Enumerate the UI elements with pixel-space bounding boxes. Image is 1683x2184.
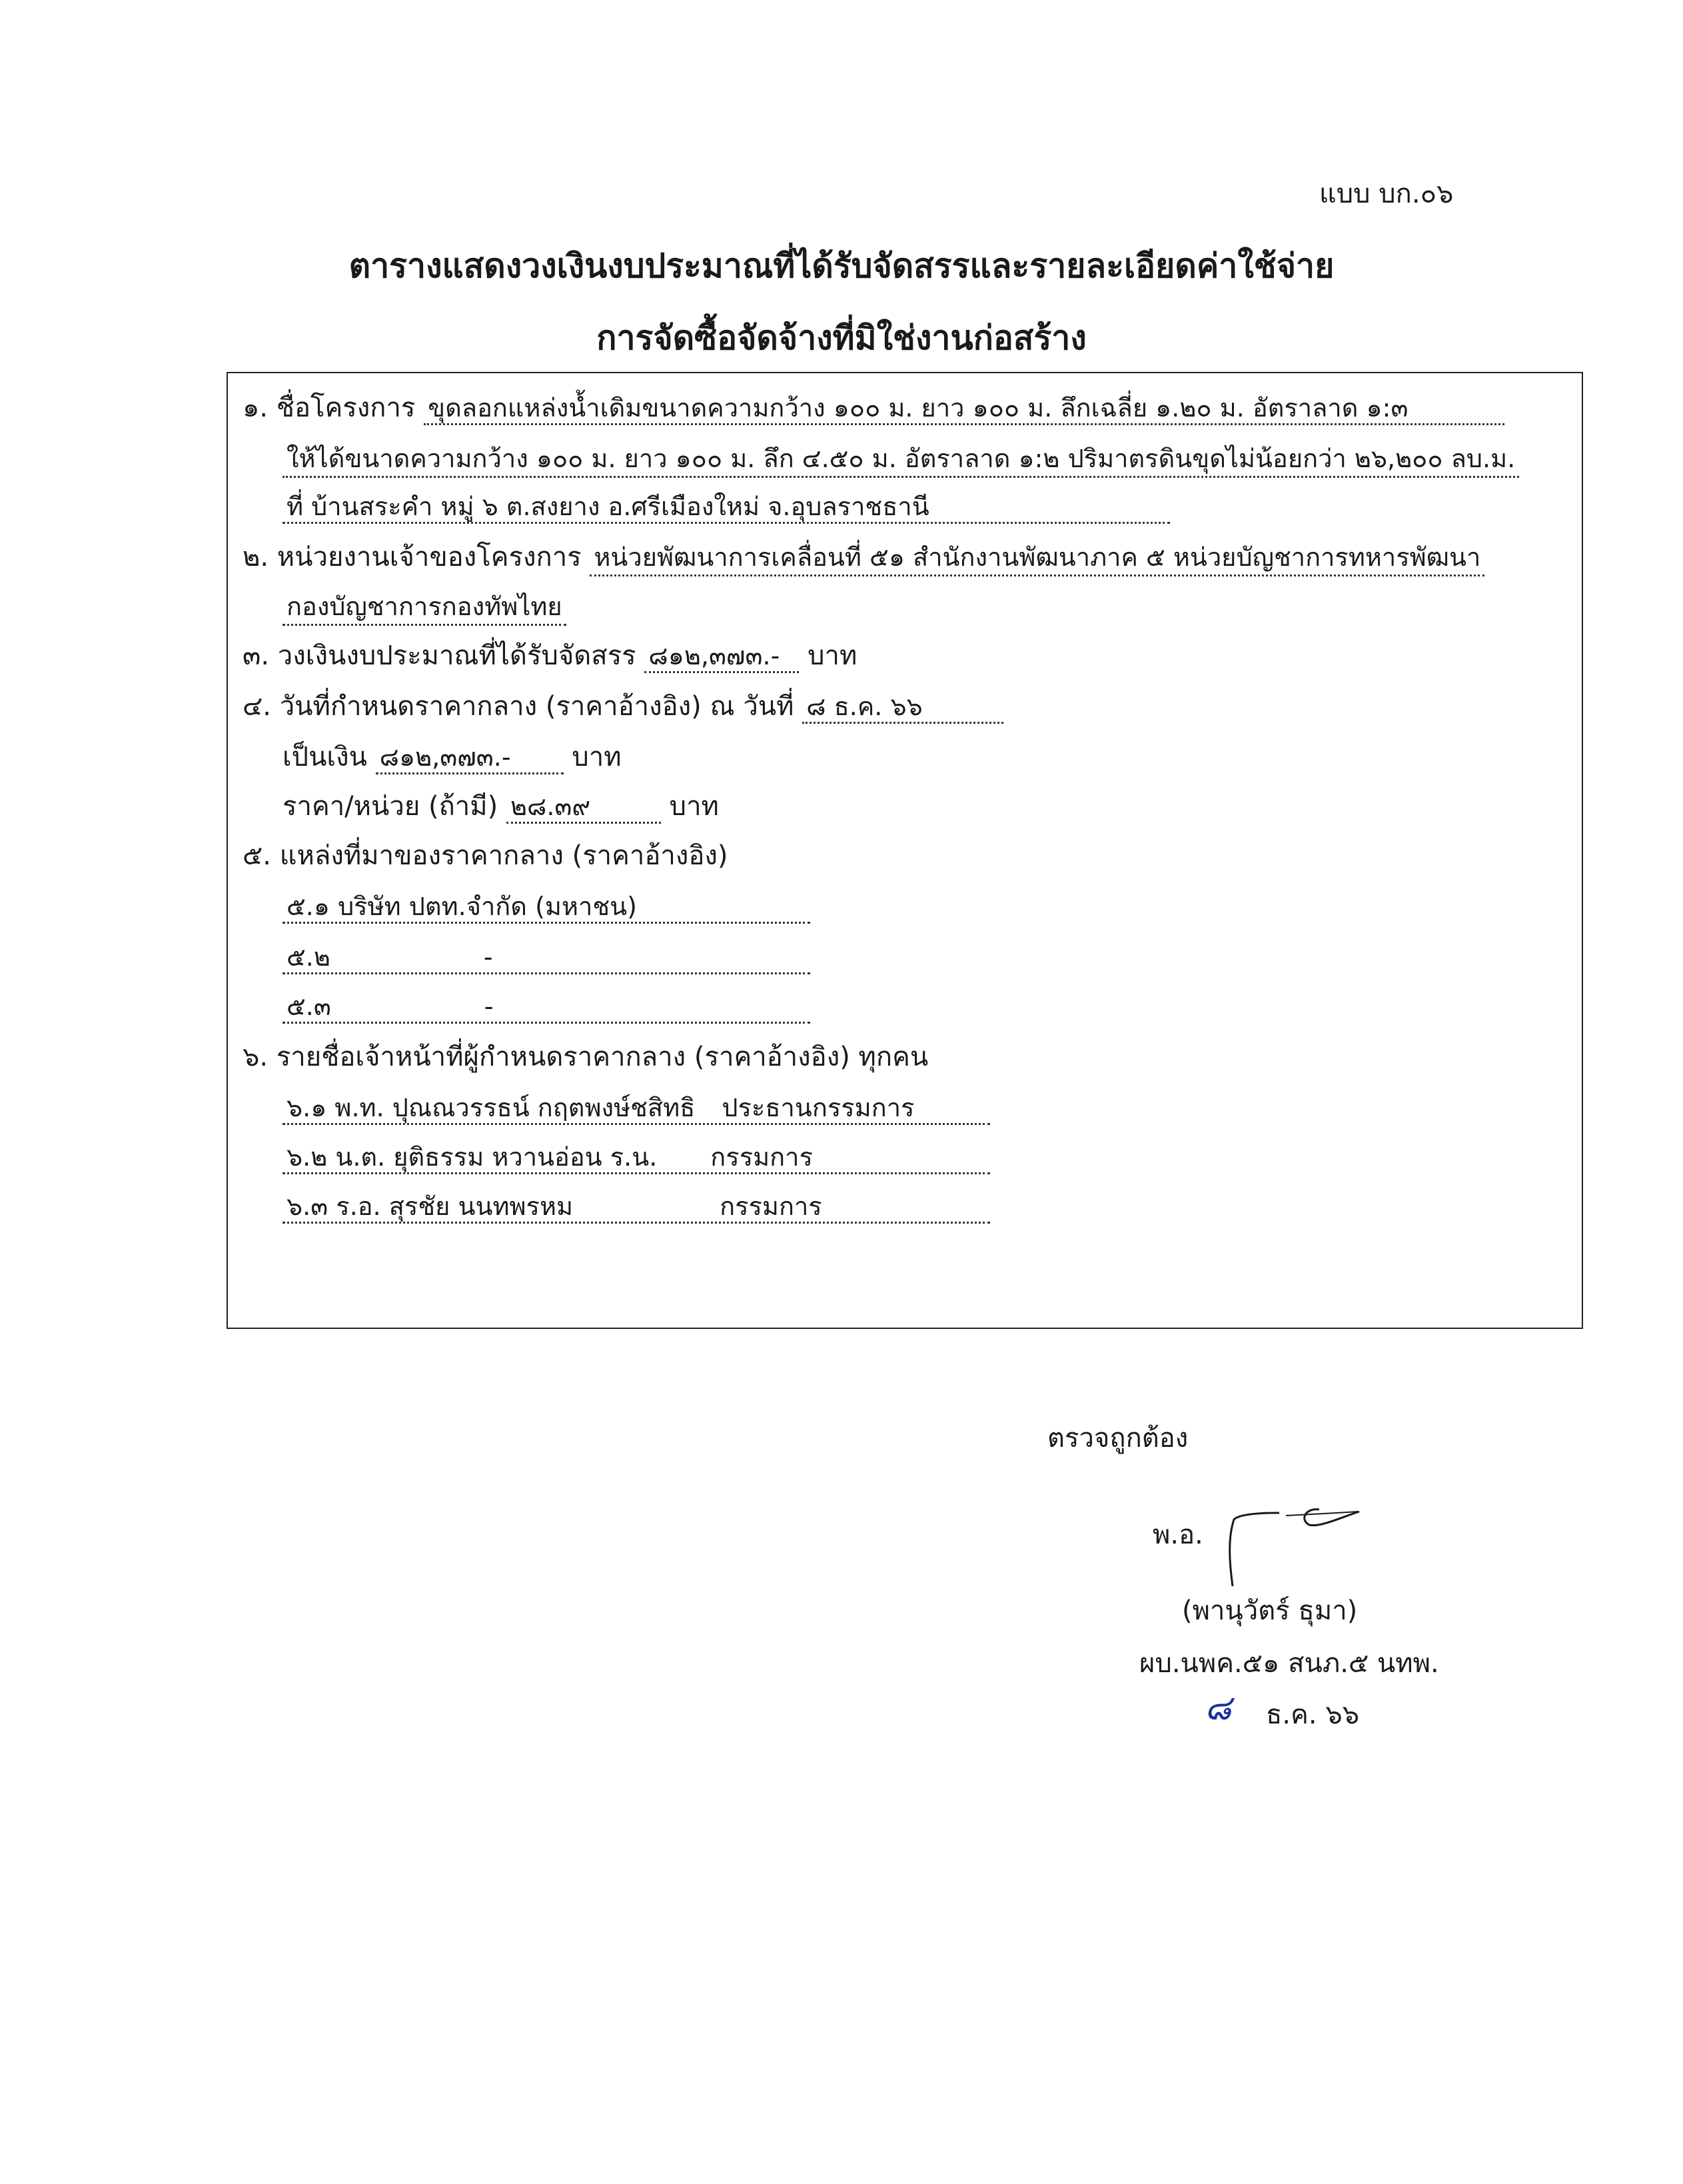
handwritten-signature <box>1186 1500 1373 1593</box>
project-name-line-1: ขุดลอกแหล่งน้ำเดิมขนาดความกว้าง ๑๐๐ ม. ยาว ๑๐๐ ม. ลึกเฉลี่ย ๑.๒๐ ม. อัตราลาด ๑:๓ <box>424 395 1504 425</box>
unit-price-label: ราคา/หน่วย (ถ้ามี) <box>282 791 498 822</box>
signatory-position: ผบ.นพค.๕๑ สนภ.๕ นทพ. <box>1139 1648 1439 1679</box>
item-2-row-2 <box>282 593 566 620</box>
source-row-1 <box>282 893 810 924</box>
source-row-3 <box>282 993 810 1024</box>
item-6-label: ๖. รายชื่อเจ้าหน้าที่ผู้กำหนดราคากลาง (ราคาอ้างอิง) ทุกคน <box>243 1042 929 1072</box>
unit-price-value: ๒๘.๓๙ <box>506 794 661 824</box>
item-4-label: ๔. วันที่กำหนดราคากลาง (ราคาอ้างอิง) ณ วันที่ <box>243 691 794 722</box>
project-owner-line-2: กองบัญชาการกองทัพไทย <box>282 592 566 626</box>
reference-price-date: ๘ ธ.ค. ๖๖ <box>802 694 1003 724</box>
official-3: ๖.๓ ร.อ. สุรชัย นนทพรหม กรรมการ <box>282 1194 990 1224</box>
item-1-row-1 <box>243 395 1504 425</box>
official-2: ๖.๒ น.ต. ยุติธรรม หวานอ่อน ร.น. กรรมการ <box>282 1144 990 1174</box>
project-owner-line-1: หน่วยพัฒนาการเคลื่อนที่ ๕๑ สำนักงานพัฒนาภาค ๕ หน่วยบัญชาการทหารพัฒนา <box>590 543 1484 576</box>
budget-unit: บาท <box>808 640 857 671</box>
official-row-3 <box>282 1193 990 1224</box>
item-4-amount-row <box>282 744 622 774</box>
official-2-role: กรรมการ <box>710 1142 813 1172</box>
project-location: ที่ บ้านสระคำ หมู่ ๖ ต.สงยาง อ.ศรีเมืองใหม่ จ.อุบลราชธานี <box>282 494 1170 524</box>
official-row-2 <box>282 1144 990 1174</box>
details-box <box>227 372 1583 1329</box>
unit-price-unit: บาท <box>669 791 719 822</box>
amount-label: เป็นเงิน <box>282 742 367 772</box>
source-2: ๕.๒ - <box>282 944 810 974</box>
item-5-label: ๕. แหล่งที่มาของราคากลาง (ราคาอ้างอิง) <box>243 840 728 871</box>
item-1-row-2 <box>282 445 1519 472</box>
signatory-name: (พานุวัตร์ ธุมา) <box>1182 1596 1358 1626</box>
signatory-rank: พ.อ. <box>1153 1520 1203 1550</box>
document-title-line-2: การจัดซื้อจัดจ้างที่มิใช่งานก่อสร้าง <box>596 319 1087 357</box>
item-4-row <box>243 693 1003 724</box>
item-3-row <box>243 642 857 673</box>
item-4-unit-price-row <box>282 793 719 824</box>
item-3-label: ๓. วงเงินงบประมาณที่ได้รับจัดสรร <box>243 640 636 671</box>
official-3-role: กรรมการ <box>720 1192 822 1221</box>
item-2-row-1 <box>243 544 1484 570</box>
item-2-label: ๒. หน่วยงานเจ้าของโครงการ <box>243 542 582 572</box>
reference-amount: ๘๑๒,๓๗๓.- <box>376 744 564 774</box>
official-1: ๖.๑ พ.ท. ปุณณวรรธน์ กฤตพงษ์ชสิทธิ ประธานกรรมการ <box>282 1095 990 1125</box>
official-1-role: ประธานกรรมการ <box>722 1093 915 1122</box>
document-title-line-1: ตารางแสดงวงเงินงบประมาณที่ได้รับจัดสรรและรายละเอียดค่าใช้จ่าย <box>348 247 1335 285</box>
signature-day: ๘ <box>1205 1688 1232 1728</box>
item-1-label: ๑. ชื่อโครงการ <box>243 393 416 423</box>
project-name-line-2: ให้ได้ขนาดความกว้าง ๑๐๐ ม. ยาว ๑๐๐ ม. ลึก ๔.๕๐ ม. อัตราลาด ๑:๒ ปริมาตรดินขุดไม่น้อยกว่า ๒๖,๒๐๐ ลบ.ม. <box>282 444 1519 478</box>
verification-heading: ตรวจถูกต้อง <box>1047 1423 1189 1454</box>
signature-month-year: ธ.ค. ๖๖ <box>1266 1699 1360 1730</box>
form-code: แบบ บก.๐๖ <box>1319 179 1454 209</box>
official-row-1 <box>282 1094 990 1125</box>
source-1: ๕.๑ บริษัท ปตท.จำกัด (มหาชน) <box>282 894 810 924</box>
item-1-row-3 <box>282 493 1170 524</box>
source-row-2 <box>282 944 810 974</box>
amount-unit: บาท <box>572 742 622 772</box>
budget-amount: ๘๑๒,๓๗๓.- <box>644 643 799 673</box>
source-3: ๕.๓ - <box>282 994 810 1024</box>
